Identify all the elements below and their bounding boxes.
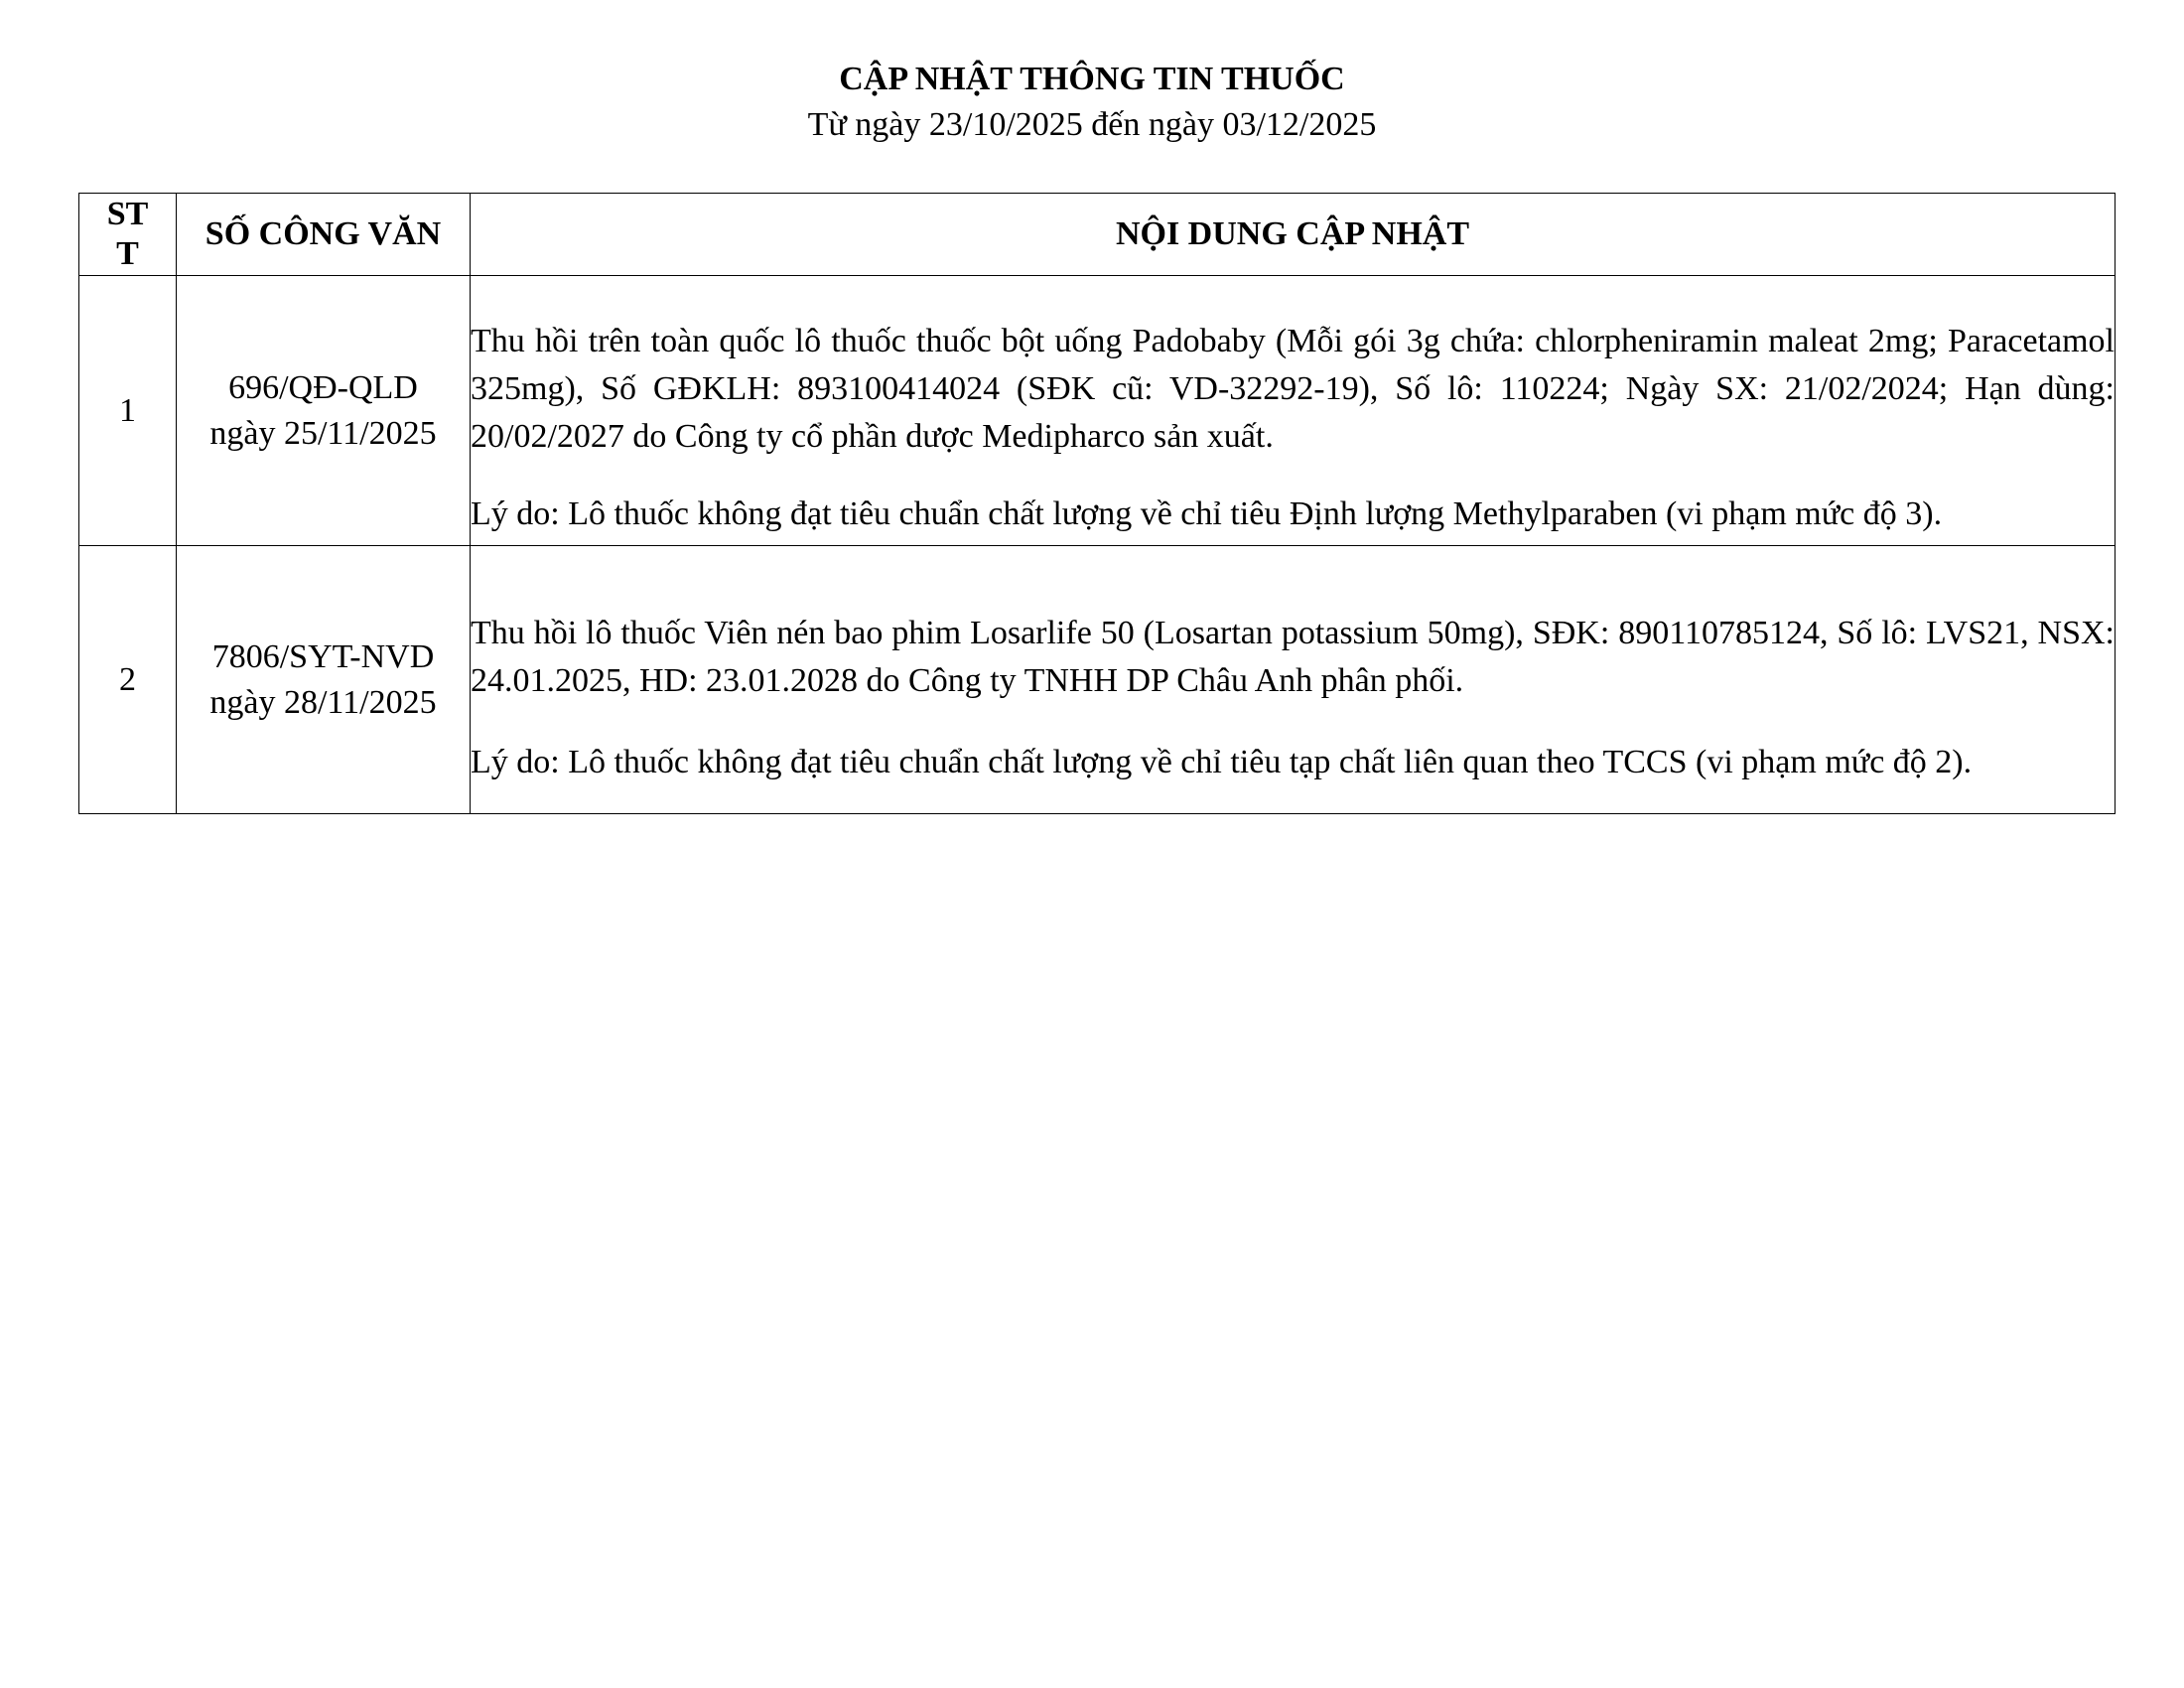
recall-description: Thu hồi lô thuốc Viên nén bao phim Losarlife 50 (Losartan potassium 50mg), SĐK: 890110785124, Số lô: LVS21, NSX: 24.01.2025, HD: 23.01.2028 do Công ty TNHH DP Châu Anh phân phối. <box>471 615 2115 699</box>
row-stt-cell: 1 <box>79 276 177 546</box>
table-header <box>79 194 2116 276</box>
recall-reason: Lý do: Lô thuốc không đạt tiêu chuẩn chất lượng về chỉ tiêu tạp chất liên quan theo TCCS (vi phạm mức độ 2). <box>471 744 1973 780</box>
recall-table <box>78 193 2116 814</box>
header-row <box>79 194 2116 276</box>
table-body <box>79 276 2116 814</box>
page-subtitle: Từ ngày 23/10/2025 đến ngày 03/12/2025 <box>807 106 1377 143</box>
recall-reason: Lý do: Lô thuốc không đạt tiêu chuẩn chất lượng về chỉ tiêu Định lượng Methylparaben (vi phạm mức độ 3). <box>471 495 1943 532</box>
row-cong-van-cell <box>177 546 471 814</box>
cong-van-date: ngày 25/11/2025 <box>209 414 437 452</box>
cong-van-number: 696/QĐ-QLD <box>228 368 418 406</box>
recall-description: Thu hồi trên toàn quốc lô thuốc thuốc bột uống Padobaby (Mỗi gói 3g chứa: chlorpheniramin maleat 2mg; Paracetamol 325mg), Số GĐKLH: 893100414024 (SĐK cũ: VD-32292-19), Số lô: 110224; Ngày SX: 21/02/2024; Hạn dùng: 20/02/2027 do Công ty cổ phần dược Medipharco sản xuất. <box>471 323 2115 455</box>
header-stt <box>79 194 177 276</box>
row-cong-van-cell <box>177 276 471 546</box>
cong-van-date: ngày 28/11/2025 <box>209 683 437 721</box>
row-stt-cell: 2 <box>79 546 177 814</box>
page-title: CẬP NHẬT THÔNG TIN THUỐC <box>839 61 1345 97</box>
row-content-cell <box>471 546 2116 814</box>
header-so-cong-van: SỐ CÔNG VĂN <box>177 194 471 276</box>
cong-van-number: 7806/SYT-NVD <box>211 637 435 675</box>
header-noi-dung: NỘI DUNG CẬP NHẬT <box>471 194 2116 276</box>
row-content-cell <box>471 276 2116 546</box>
table-row <box>79 546 2116 814</box>
table-row <box>79 276 2116 546</box>
header-stt-label: STT <box>106 196 149 272</box>
